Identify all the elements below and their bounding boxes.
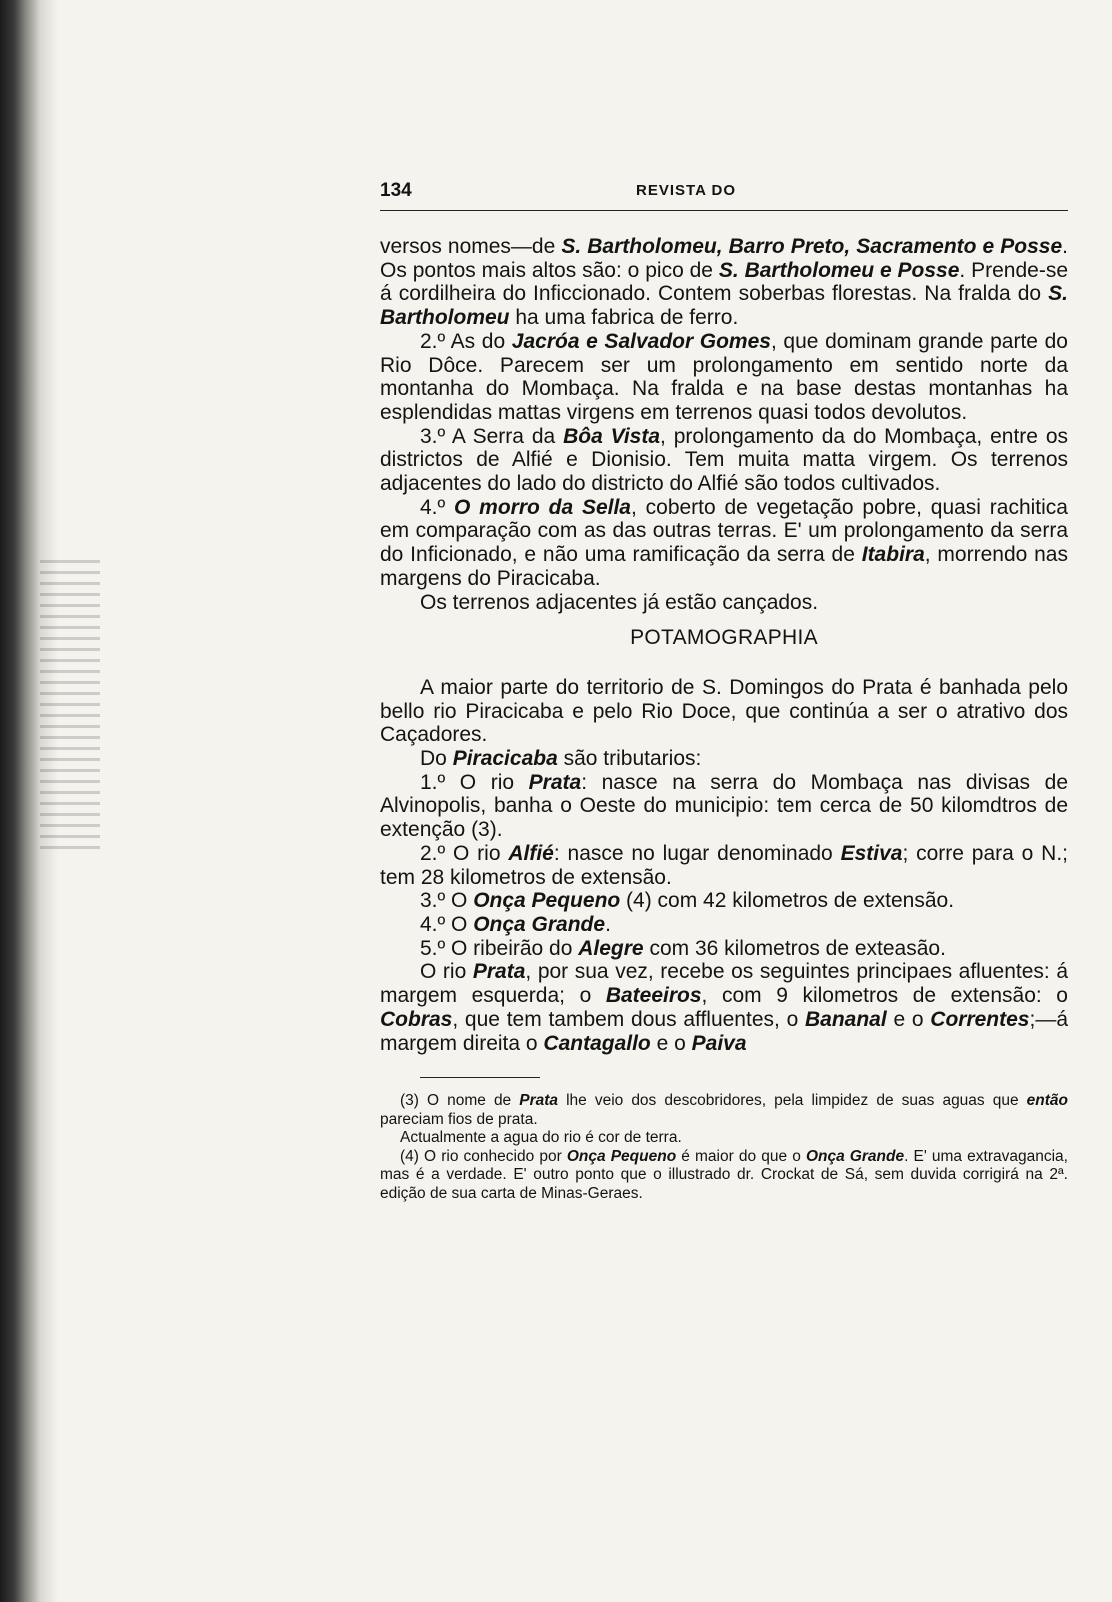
italic-run: Onça Grande bbox=[805, 1147, 905, 1165]
text-run: e o bbox=[650, 1031, 692, 1055]
text-run: (3) O nome de bbox=[400, 1092, 520, 1110]
italic-run: Bôa Vista bbox=[563, 424, 661, 448]
italic-run: Prata bbox=[519, 1092, 559, 1110]
text-run: , prolongamento da do Mombaça, entre os districtos de Alfié e Dionisio. Tem muita matta virgem. Os terrenos adjacentes do lado do districto do Alfié são todos cultivados. bbox=[380, 424, 1069, 496]
text-run: . Os pontos mais altos são: o pico de bbox=[380, 235, 1068, 282]
text-run: 2.º As do bbox=[420, 329, 512, 353]
text-run: é maior do que o bbox=[676, 1147, 806, 1165]
paragraph bbox=[380, 235, 1068, 330]
text-run: Do bbox=[420, 747, 453, 771]
footnote bbox=[380, 1148, 1068, 1204]
italic-run: Alegre bbox=[578, 936, 644, 960]
italic-run: Bananal bbox=[805, 1007, 887, 1031]
italic-run: Prata bbox=[528, 770, 582, 794]
italic-run: Onça Grande bbox=[473, 912, 606, 936]
text-run: , coberto de vegetação pobre, quasi rachitica em comparação com as das outras terras. E' um prolongamento da serra do Inficionado, e não uma ramificação da serra de bbox=[380, 495, 1068, 567]
text-run: 5.º O ribeirão do bbox=[420, 936, 579, 960]
italic-run: S. Bartholomeu e Posse bbox=[718, 258, 960, 282]
text-run: pareciam fios de prata. bbox=[380, 1110, 538, 1128]
text-run: ; corre para o N.; tem 28 kilometros de extensão. bbox=[380, 841, 1068, 889]
paragraph bbox=[380, 937, 1068, 961]
text-run: e o bbox=[886, 1007, 931, 1031]
text-run: . bbox=[605, 912, 611, 936]
text-run: (4) com 42 kilometros de extensão. bbox=[620, 889, 955, 913]
body-text bbox=[380, 235, 1068, 1055]
footnote bbox=[380, 1092, 1068, 1129]
text-run: . Prende-se á cordilheira do Inficcionado. Contem soberbas florestas. Na fralda do bbox=[380, 258, 1069, 306]
italic-run: O morro da Sella bbox=[454, 495, 631, 519]
running-title: REVISTA DO bbox=[636, 182, 737, 199]
page-number: 134 bbox=[380, 180, 412, 201]
text-run: Os terrenos adjacentes já estão cançados. bbox=[420, 590, 819, 614]
paragraph bbox=[380, 889, 1068, 913]
section-heading: POTAMOGRAPHIA bbox=[630, 626, 818, 650]
footnote bbox=[380, 1129, 1068, 1148]
text-run: . E' uma extravagancia, mas é a verdade. E' outro ponto que o illustrado dr. Crockat de Sá, sem duvida corrigirá na 2ª. edição de sua carta de Minas-Geraes. bbox=[380, 1147, 1068, 1202]
text-run: (4) O rio conhecido por bbox=[400, 1147, 567, 1165]
italic-run: Prata bbox=[472, 960, 526, 984]
paragraph bbox=[380, 676, 1068, 747]
text-run: versos nomes—de bbox=[380, 235, 562, 258]
italic-run: Paiva bbox=[691, 1031, 747, 1055]
text-run: : nasce na serra do Mombaça nas divisas de Alvinopolis, banha o Oeste do municipio: tem cerca de 50 kilomdtros de extenção (3). bbox=[380, 770, 1069, 842]
italic-run: Onça Pequeno bbox=[566, 1147, 677, 1165]
text-run: lhe veio dos descobridores, pela limpidez de suas aguas que bbox=[558, 1092, 1027, 1110]
text-run: , que tem tambem dous affluentes, o bbox=[452, 1007, 805, 1031]
page bbox=[380, 176, 1068, 1203]
paragraph bbox=[380, 771, 1068, 842]
text-run: 4.º O bbox=[420, 912, 474, 936]
text-run: ;—á margem direita o bbox=[380, 1007, 1068, 1055]
paragraph bbox=[380, 747, 1068, 771]
text-run: com 36 kilometros de exteasão. bbox=[643, 936, 946, 960]
text-run: Actualmente a agua do rio é cor de terra. bbox=[400, 1129, 682, 1147]
italic-run: Onça Pequeno bbox=[473, 889, 621, 913]
text-run: , por sua vez, recebe os seguintes principaes afluentes: á margem esquerda; o bbox=[380, 960, 1068, 1008]
italic-run: Correntes bbox=[930, 1007, 1030, 1031]
italic-run: S. Bartholomeu, Barro Preto, Sacramento e Posse bbox=[561, 235, 1063, 258]
text-run: são tributarios: bbox=[557, 747, 702, 771]
text-run: A maior parte do territorio de S. Domingos do Prata é banhada pelo bello rio Piracicaba e pelo Rio Doce, que continúa a ser o atrativo dos Caçadores. bbox=[380, 675, 1068, 747]
text-run: 3.º A Serra da bbox=[420, 424, 564, 448]
text-run: : nasce no lugar denominado bbox=[553, 841, 841, 865]
italic-run: Alfié bbox=[508, 841, 554, 865]
italic-run: Cobras bbox=[380, 1007, 453, 1031]
italic-run: Piracicaba bbox=[452, 747, 558, 771]
paragraph bbox=[380, 330, 1068, 425]
footnotes bbox=[380, 1092, 1068, 1203]
paragraph bbox=[380, 591, 1068, 615]
italic-run: então bbox=[1026, 1092, 1068, 1110]
paragraph bbox=[380, 425, 1068, 496]
paragraph bbox=[380, 913, 1068, 937]
text-run: , que dominam grande parte do Rio Dôce. Parecem ser um prolongamento em sentido norte da montanha do Mombaça. Na fralda e na base destas montanhas ha esplendidas mattas virgens em terrenos quasi todos devolutos. bbox=[380, 329, 1068, 424]
italic-run: Bateeiros bbox=[605, 984, 702, 1008]
italic-run: Cantagallo bbox=[543, 1031, 651, 1055]
paragraph bbox=[380, 960, 1068, 1055]
paragraph bbox=[380, 842, 1068, 889]
text-run: O rio bbox=[420, 960, 473, 984]
text-run: 2.º O rio bbox=[420, 841, 509, 865]
italic-run: Jacróa e Salvador Gomes bbox=[511, 329, 771, 353]
paragraph bbox=[380, 496, 1068, 591]
running-head bbox=[380, 176, 1068, 211]
italic-run: Estiva bbox=[840, 841, 903, 865]
text-run: , com 9 kilometros de extensão: o bbox=[701, 984, 1068, 1008]
italic-run: Itabira bbox=[861, 543, 925, 567]
text-run: 4.º bbox=[420, 495, 454, 519]
text-run: ha uma fabrica de ferro. bbox=[509, 306, 739, 330]
text-run: , morrendo nas margens do Piracicaba. bbox=[380, 543, 1068, 590]
footnote-rule bbox=[420, 1077, 540, 1078]
binding-stitch-marks bbox=[40, 560, 100, 850]
text-run: 3.º O bbox=[420, 889, 474, 913]
italic-run: S. Bartholomeu bbox=[380, 282, 1068, 330]
text-run: 1.º O rio bbox=[420, 770, 529, 794]
